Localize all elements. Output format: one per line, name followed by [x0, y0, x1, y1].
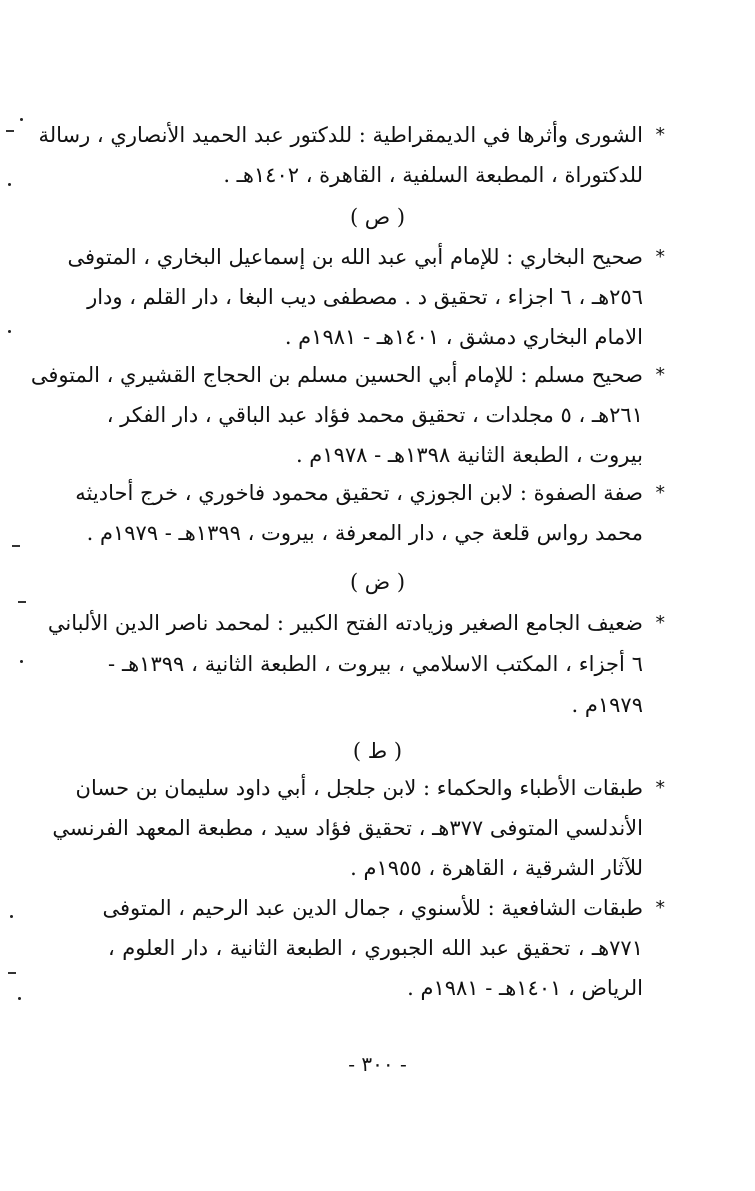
scan-artifact [8, 330, 11, 333]
entry-line: للدكتوراة ، المطبعة السلفية ، القاهرة ، ١٤٠٢هـ . [223, 163, 643, 187]
entry-line: ٢٦١هـ ، ٥ مجلدات ، تحقيق محمد فؤاد عبد الباقي ، دار الفكر ، [106, 403, 643, 427]
bibliography-entry [75, 473, 643, 553]
scan-artifact [20, 660, 23, 663]
bibliography-entry [47, 603, 643, 723]
bullet-marker: * [655, 897, 665, 919]
scan-artifact [10, 915, 13, 918]
bibliography-entry [67, 237, 643, 357]
entry-line: بيروت ، الطبعة الثانية ١٣٩٨هـ - ١٩٧٨م . [295, 443, 643, 467]
section-heading: ( ط ) [352, 739, 403, 763]
scan-artifact [6, 130, 14, 132]
bullet-marker: * [655, 246, 665, 268]
scan-artifact [18, 601, 26, 603]
entry-line: صحيح البخاري : للإمام أبي عبد الله بن إسماعيل البخاري ، المتوفى [67, 245, 643, 269]
scan-artifact [20, 118, 23, 121]
entry-line: ٢٥٦هـ ، ٦ اجزاء ، تحقيق د . مصطفى ديب البغا ، دار القلم ، ودار [87, 285, 643, 309]
bullet-marker: * [655, 364, 665, 386]
entry-line: الامام البخاري دمشق ، ١٤٠١هـ - ١٩٨١م . [284, 325, 643, 349]
entry-line: ٧٧١هـ ، تحقيق عبد الله الجبوري ، الطبعة الثانية ، دار العلوم ، [108, 936, 643, 960]
bibliography-entry [38, 115, 643, 195]
bullet-marker: * [655, 124, 665, 146]
bibliography-entry [102, 888, 643, 1008]
scan-artifact [18, 997, 21, 1000]
entry-line: صحيح مسلم : للإمام أبي الحسين مسلم بن الحجاج القشيري ، المتوفى [30, 363, 643, 387]
entry-line: طبقات الشافعية : للأسنوي ، جمال الدين عبد الرحيم ، المتوفى [102, 896, 643, 920]
scan-artifact [8, 183, 11, 186]
scan-artifact [12, 545, 20, 547]
entry-line: الشورى وأثرها في الديمقراطية : للدكتور عبد الحميد الأنصاري ، رسالة [38, 123, 643, 147]
bibliography-entry [52, 768, 643, 888]
section-heading: ( ض ) [349, 570, 406, 594]
entry-line: الرياض ، ١٤٠١هـ - ١٩٨١م . [407, 976, 643, 1000]
scan-artifact [8, 972, 16, 974]
entry-line: طبقات الأطباء والحكماء : لابن جلجل ، أبي داود سليمان بن حسان [75, 776, 643, 800]
bibliography-entry [30, 355, 643, 475]
entry-line: صفة الصفوة : لابن الجوزي ، تحقيق محمود فاخوري ، خرج أحاديثه [75, 481, 643, 505]
bullet-marker: * [655, 612, 665, 634]
bullet-marker: * [655, 482, 665, 504]
entry-line: الأندلسي المتوفى ٣٧٧هـ ، تحقيق فؤاد سيد ، مطبعة المعهد الفرنسي [52, 816, 643, 840]
entry-line: محمد رواس قلعة جي ، دار المعرفة ، بيروت ، ١٣٩٩هـ - ١٩٧٩م . [86, 521, 643, 545]
page-number: - ٣٠٠ - [348, 1052, 407, 1076]
entry-line: ضعيف الجامع الصغير وزيادته الفتح الكبير : لمحمد ناصر الدين الألباني [47, 611, 643, 635]
section-heading: ( ص ) [349, 205, 406, 229]
entry-line: للآثار الشرقية ، القاهرة ، ١٩٥٥م . [350, 856, 643, 880]
bullet-marker: * [655, 777, 665, 799]
entry-line: ٦ أجزاء ، المكتب الاسلامي ، بيروت ، الطبعة الثانية ، ١٣٩٩هـ - [108, 652, 643, 676]
entry-line: ١٩٧٩م . [571, 693, 643, 717]
